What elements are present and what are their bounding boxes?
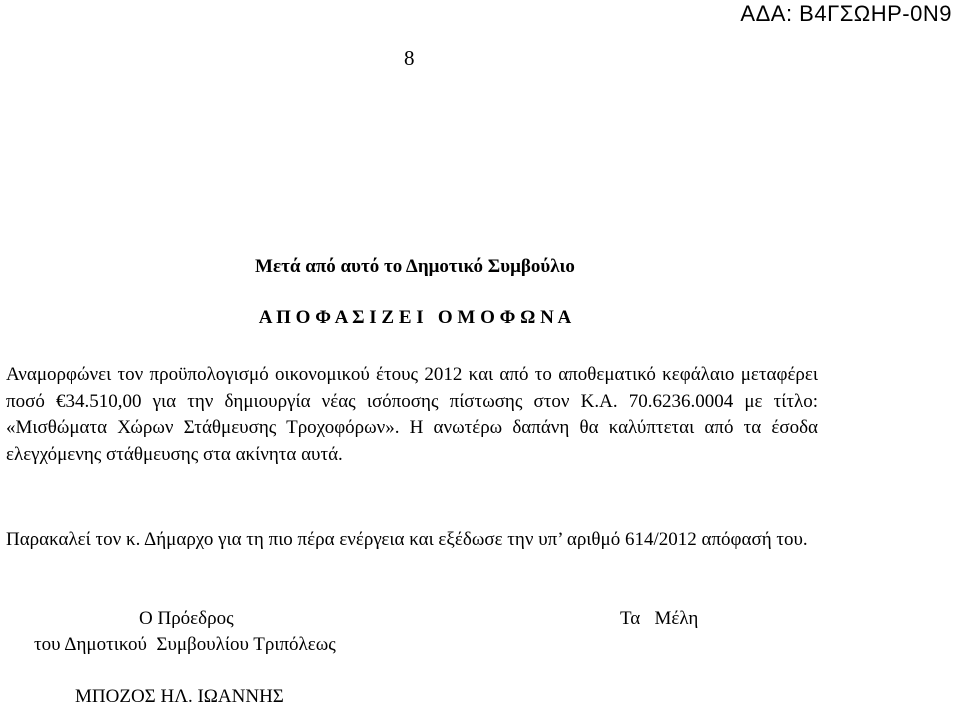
decision-paragraph: Αναμορφώνει τον προϋπολογισμό οικονομικού έτους 2012 και από το αποθεματικό κεφάλαιο μεταφέρει ποσό €34.510,00 για την δημιουργία νέας ισόποσης πίστωσης στον Κ.Α. 70.6236.0004 με τίτλο: «Μισθώματα Χώρων Στάθμευσης Τροχοφόρων». Η ανωτέρω δαπάνη θα καλύπτεται από τα έσοδα ελεγχόμενης στάθμευσης στα ακίνητα αυτά. — [6, 364, 818, 465]
ada-code: ΑΔΑ: Β4ΓΣΩΗΡ-0Ν9 — [740, 1, 952, 26]
verdict-heading: Α Π Ο Φ Α Σ Ι Ζ Ε Ι Ο Μ Ο Φ Ω Ν Α — [258, 307, 572, 328]
president-title: Ο Πρόεδρος — [139, 608, 234, 629]
intro-heading: Μετά από αυτό το Δημοτικό Συμβούλιο — [255, 256, 575, 277]
request-paragraph: Παρακαλεί τον κ. Δήμαρχο για τη πιο πέρα ενέργεια και εξέδωσε την υπ’ αριθμό 614/2012 απόφασή του. — [6, 529, 808, 550]
president-subtitle: του Δημοτικού Συμβουλίου Τριπόλεως — [34, 634, 336, 655]
page-number: 8 — [404, 46, 415, 70]
president-name: ΜΠΟΖΟΣ ΗΛ. ΙΩΑΝΝΗΣ — [75, 686, 284, 707]
members-label: Τα Μέλη — [620, 608, 699, 629]
